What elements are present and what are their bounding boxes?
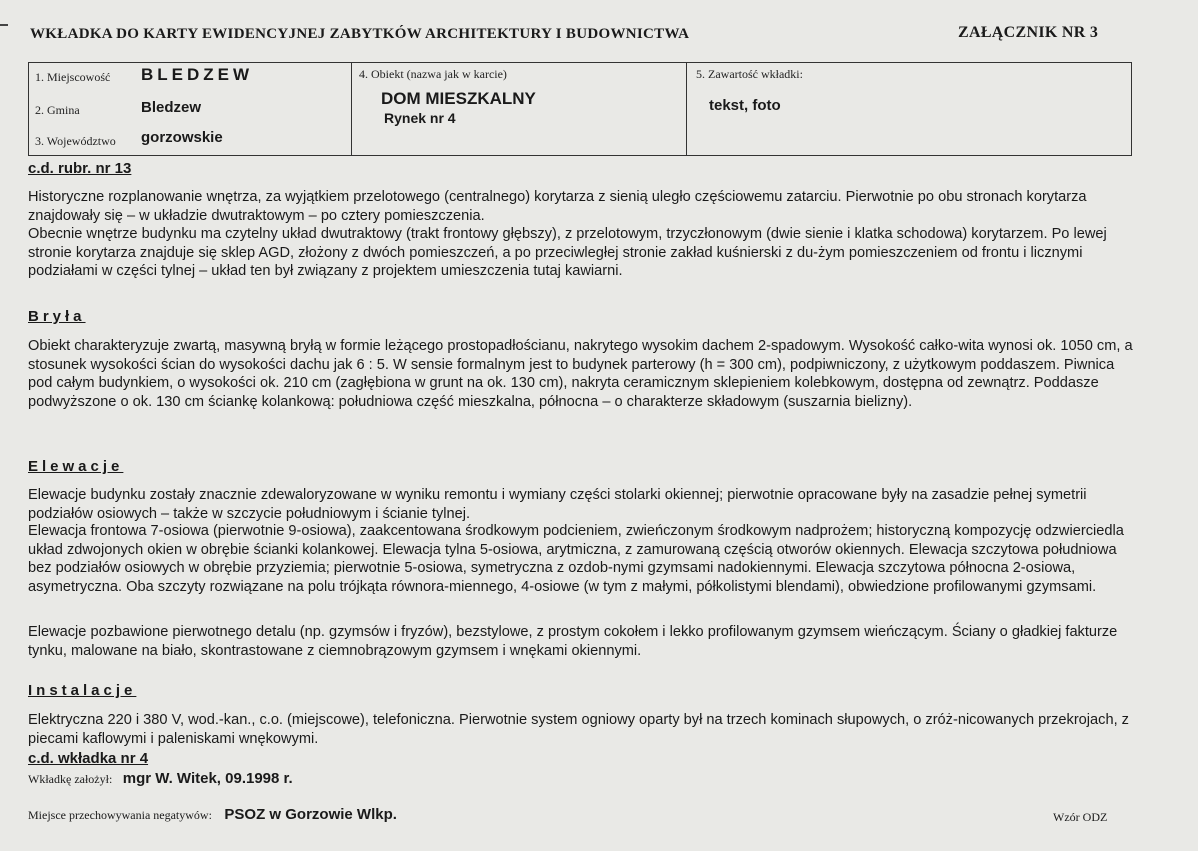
elewacje-paragraph-3: Elewacje pozbawione pierwotnego detalu (np. gzymsów i fryzów), bezstylowe, z prostym cokołem i lekko profilowanym gzymsem wieńczącym. Ściany o gładkiej fakturze tynku, malowane na biało, skontrastowane z ciemnobrązowym gzymsem i wnękami okiennymi. <box>28 624 1118 659</box>
annex-number: ZAŁĄCZNIK NR 3 <box>958 24 1099 41</box>
contents-value: tekst, foto <box>709 97 781 114</box>
object-address: Rynek nr 4 <box>384 110 456 126</box>
author-line <box>28 770 293 788</box>
continuation-bottom: c.d. wkładka nr 4 <box>28 750 149 767</box>
instalacje-paragraph: Elektryczna 220 i 380 V, wod.-kan., c.o. (miejscowe), telefoniczna. Pierwotnie system ogniowy oparty był na trzech kominach słupowych, o zróż-nicowanych przekrojach, z piecami kaflowymi i paleniskami wnękowymi. <box>28 712 1129 747</box>
form-header <box>0 26 1198 46</box>
storage-value: PSOZ w Gorzowie Wlkp. <box>224 806 397 823</box>
commune-label: 2. Gmina <box>35 103 80 117</box>
locality-value: BLEDZEW <box>141 65 254 84</box>
bryla-heading: Bryła <box>28 308 86 325</box>
voivodeship-value: gorzowskie <box>141 129 223 146</box>
storage-label: Miejsce przechowywania negatywów: <box>28 808 212 822</box>
instalacje-heading: Instalacje <box>28 682 137 699</box>
bryla-paragraph: Obiekt charakteryzuje zwartą, masywną bryłą w formie leżącego prostopadłościanu, nakrytego wysokim dachem 2-spadowym. Wysokość całko-wita wynosi ok. 1050 cm, a stosunek wysokości ścian do wysokości dachu jak 6 : 5. W sensie formalnym jest to budynek parterowy (h = 300 cm), podpiwniczony, z użytkowym poddaszem. Piwnica pod całym budynkiem, o wysokości ok. 210 cm (zagłębiona w grunt na ok. 130 cm), nakryta ceramicznym sklepieniem kolebkowym, dostępna od zewnątrz. Poddasze podwyższone o ok. 130 cm ściankę kolankową: południowa część mieszkalna, północna – o charakterze składowym (suszarnia bielizny). <box>28 338 1133 410</box>
location-column <box>29 63 352 155</box>
object-label: 4. Obiekt (nazwa jak w karcie) <box>359 67 507 81</box>
contents-column <box>686 63 1131 155</box>
template-code: Wzór ODZ <box>1053 810 1108 824</box>
object-column <box>351 63 687 155</box>
form-title: WKŁADKA DO KARTY EWIDENCYJNEJ ZABYTKÓW ARCHITEKTURY I BUDOWNICTWA <box>30 26 690 42</box>
elewacje-paragraph-1: Elewacje budynku zostały znacznie zdewaloryzowane w wyniku remontu i wymiany części stolarki okiennej; pierwotnie opracowane były na zasadzie pełnej symetrii podziałów osiowych – także w szczycie południowym i ścianie tylnej. <box>28 487 1087 522</box>
locality-label: 1. Miejscowość <box>35 70 111 84</box>
author-value: mgr W. Witek, 09.1998 r. <box>122 770 293 787</box>
author-label: Wkładkę założył: <box>28 772 113 786</box>
object-name: DOM MIESZKALNY <box>381 89 536 108</box>
voivodeship-label: 3. Województwo <box>35 134 116 148</box>
elewacje-paragraph-2: Elewacja frontowa 7-osiowa (pierwotnie 9-osiowa), zaakcentowana środkowym podcieniem, zwieńczonym środkowym nadprożem; historyczną kompozycję odzwierciedla układ zdwojonych okien w obrębie ścianki kolankowej. Elewacja tylna 5-osiowa, arytmiczna, z zamurowaną częścią otworów okiennych. Elewacja szczytowa południowa bez podziałów osiowych w obrębie przyziemia; pierwotnie 5-osiowa, symetryczna z ozdob-nymi gzymsami nadokiennymi. Elewacja szczytowa północna 2-osiowa, asymetryczna. Oba szczyty rozwiązane na polu trójkąta równora-miennego, 4-osiowe (w tym z małymi, półkolistymi blendami), obwiedzione profilowanymi gzymsami. <box>28 523 1124 595</box>
intro-paragraph-1: Historyczne rozplanowanie wnętrza, za wyjątkiem przelotowego (centralnego) korytarza z sienią uległo częściowemu zatarciu. Pierwotnie po obu stronach korytarza znajdowały się – w układzie dwutraktowym – po cztery pomieszczenia. <box>28 189 1087 224</box>
identification-fields <box>28 62 1132 156</box>
continuation-top: c.d. rubr. nr 13 <box>28 160 132 177</box>
elewacje-heading: Elewacje <box>28 458 124 475</box>
contents-label: 5. Zawartość wkładki: <box>696 67 803 81</box>
commune-value: Bledzew <box>141 99 202 116</box>
intro-paragraph-2: Obecnie wnętrze budynku ma czytelny układ dwutraktowy (trakt frontowy głębszy), z przelotowym, trzyczłonowym (dwie sienie i klatka schodowa) korytarzem. Po lewej stronie korytarza znajduje się sklep AGD, złożony z dwóch pomieszczeń, a po przeciwległej stronie zakład kuśnierski z du-żym pomieszczeniem od frontu i licznymi podziałami w części tylnej – układ ten był związany z projektem umieszczenia tutaj kawiarni. <box>28 226 1107 279</box>
storage-line <box>28 806 397 824</box>
